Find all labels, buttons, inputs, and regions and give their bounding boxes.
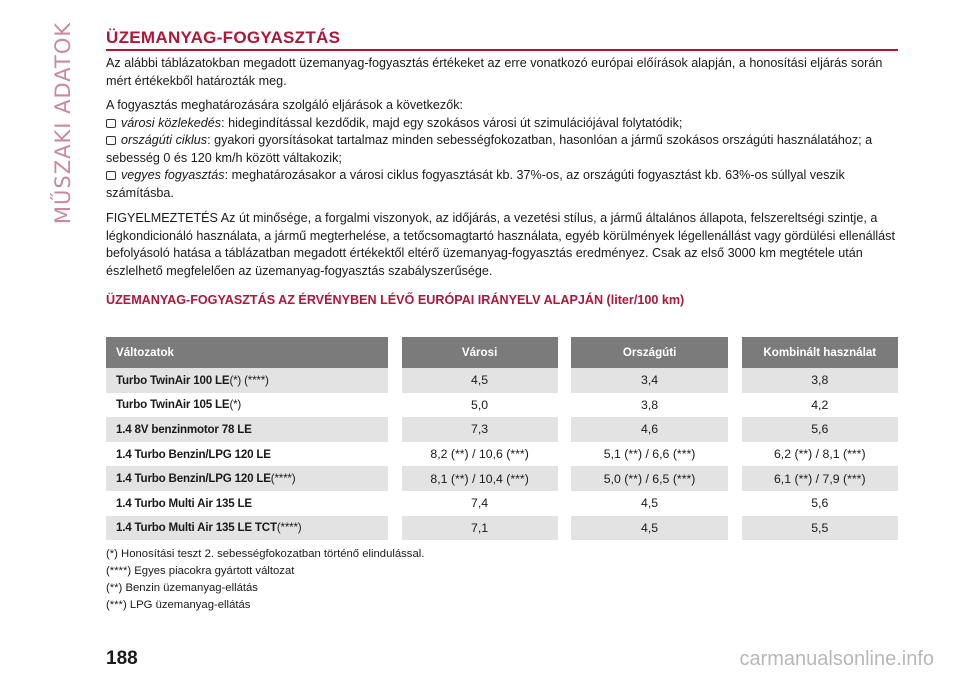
column-gap bbox=[558, 442, 572, 467]
variant-name: 1.4 8V benzinmotor 78 LE bbox=[116, 422, 252, 436]
bullet-term: vegyes fogyasztás bbox=[121, 168, 225, 182]
cell-city: 5,0 bbox=[471, 397, 489, 412]
bullet-item bbox=[106, 167, 898, 202]
table-row bbox=[106, 417, 898, 442]
column-gap bbox=[388, 393, 402, 418]
page-content bbox=[106, 28, 898, 307]
warning-paragraph: FIGYELMEZTETÉS Az út minősége, a forgalmi viszonyok, az időjárás, a vezetési stílus, a jármű általános állapota, felszereltségi szintje, a légkondicionáló használata, a jármű megterhelése, a tetőcsomagtartó használata, egyéb körülmények légellenállást vagy gördülési ellenállást befolyásoló hatása a táblázatban megadott értékektől eltérő üzemanyag-fogyasztás eredményez. Csak az első 3000 km megtétele után észlelhető megfelelően az üzemanyag-fogyasztás szabályszerűsége. bbox=[106, 211, 895, 278]
cell-combined: 5,6 bbox=[742, 417, 898, 442]
bullet-text: : gyakori gyorsításokat tartalmaz minden sebességfokozatban, hasonlóan a jármű szokásos országúti használatához; a sebesség 0 és 120 km/h között váltakozik; bbox=[106, 133, 873, 165]
bullet-term: országúti ciklus bbox=[121, 133, 208, 147]
column-gap bbox=[388, 491, 402, 516]
column-gap bbox=[558, 516, 572, 541]
column-gap bbox=[388, 337, 402, 368]
variant-name: 1.4 Turbo Multi Air 135 LE bbox=[116, 496, 252, 510]
column-header-highway: Országúti bbox=[571, 337, 727, 368]
bullet-item bbox=[106, 115, 898, 133]
cell-variant bbox=[106, 466, 388, 491]
variant-note: (*) bbox=[229, 398, 242, 412]
footnote: (***) LPG üzemanyag-ellátás bbox=[106, 599, 251, 611]
watermark: carmanualsonline.info bbox=[739, 648, 934, 670]
cell-combined: 5,5 bbox=[742, 516, 898, 541]
column-header-combined: Kombinált használat bbox=[742, 337, 898, 368]
column-gap bbox=[728, 337, 742, 368]
section-side-tab bbox=[48, 21, 78, 225]
cell-variant bbox=[106, 393, 388, 418]
page-heading: ÜZEMANYAG-FOGYASZTÁS bbox=[106, 28, 898, 51]
column-gap bbox=[728, 491, 742, 516]
variant-note: (*) (****) bbox=[229, 373, 269, 387]
column-gap bbox=[558, 417, 572, 442]
variant-note: (****) bbox=[276, 521, 302, 535]
checkbox-bullet-icon bbox=[106, 136, 116, 145]
cell-highway: 4,5 bbox=[571, 516, 727, 541]
procedures-intro: A fogyasztás meghatározására szolgáló eljárások a következők: bbox=[106, 98, 464, 112]
cell-city: 4,5 bbox=[402, 368, 558, 393]
cell-combined: 6,2 (**) / 8,1 (***) bbox=[773, 447, 866, 462]
table-row bbox=[106, 442, 898, 467]
cell-variant bbox=[106, 516, 388, 541]
footnote: (**) Benzin üzemanyag-ellátás bbox=[106, 582, 258, 594]
footnote: (****) Egyes piacokra gyártott változat bbox=[106, 565, 295, 577]
cell-combined: 6,1 (**) / 7,9 (***) bbox=[742, 466, 898, 491]
table-row bbox=[106, 393, 898, 418]
column-gap bbox=[728, 466, 742, 491]
column-gap bbox=[558, 466, 572, 491]
cell-city: 8,2 (**) / 10,6 (***) bbox=[430, 447, 529, 462]
column-gap bbox=[388, 442, 402, 467]
variant-name: Turbo TwinAir 100 LE bbox=[116, 373, 230, 387]
checkbox-bullet-icon bbox=[106, 171, 116, 180]
consumption-table bbox=[106, 337, 898, 540]
cell-combined: 5,6 bbox=[811, 496, 829, 511]
table-row bbox=[106, 516, 898, 541]
column-gap bbox=[388, 466, 402, 491]
column-gap bbox=[728, 393, 742, 418]
column-gap bbox=[558, 368, 572, 393]
column-header-variant: Változatok bbox=[106, 337, 388, 368]
cell-city: 7,3 bbox=[402, 417, 558, 442]
footnote: (*) Honosítási teszt 2. sebességfokozatban történő elindulással. bbox=[106, 548, 425, 560]
cell-combined: 3,8 bbox=[742, 368, 898, 393]
page-number: 188 bbox=[106, 648, 138, 669]
cell-variant bbox=[106, 491, 388, 516]
cell-highway: 4,6 bbox=[571, 417, 727, 442]
bullet-term: városi közlekedés bbox=[121, 115, 222, 130]
cell-highway: 5,0 (**) / 6,5 (***) bbox=[571, 466, 727, 491]
cell-variant bbox=[106, 368, 388, 393]
column-gap bbox=[728, 368, 742, 393]
cell-city: 8,1 (**) / 10,4 (***) bbox=[402, 466, 558, 491]
table-row bbox=[106, 368, 898, 393]
variant-note: (****) bbox=[270, 472, 296, 486]
cell-highway: 3,8 bbox=[641, 397, 659, 412]
section-side-tab-label: MŰSZAKI ADATOK bbox=[51, 21, 75, 225]
cell-variant bbox=[106, 417, 388, 442]
intro-paragraph: Az alábbi táblázatokban megadott üzemanyag-fogyasztás értékeket az erre vonatkozó európai előírások alapján, a honosítási eljárás során mért értékekből határozták meg. bbox=[106, 56, 883, 88]
cell-city: 7,1 bbox=[402, 516, 558, 541]
footnotes bbox=[106, 546, 424, 614]
table-row bbox=[106, 491, 898, 516]
cell-variant bbox=[106, 442, 388, 467]
column-gap bbox=[728, 516, 742, 541]
cell-highway: 4,5 bbox=[641, 496, 659, 511]
column-gap bbox=[558, 491, 572, 516]
table-title: ÜZEMANYAG-FOGYASZTÁS AZ ÉRVÉNYBEN LÉVŐ EURÓPAI IRÁNYELV ALAPJÁN (liter/100 km) bbox=[106, 293, 685, 307]
column-gap bbox=[728, 442, 742, 467]
table-row bbox=[106, 466, 898, 491]
column-gap bbox=[558, 393, 572, 418]
cell-highway: 5,1 (**) / 6,6 (***) bbox=[603, 447, 696, 462]
variant-name: Turbo TwinAir 105 LE bbox=[116, 398, 230, 412]
variant-name: 1.4 Turbo Benzin/LPG 120 LE bbox=[116, 472, 271, 486]
bullet-text: : meghatározásakor a városi ciklus fogyasztását kb. 37%-os, az országúti fogyasztást kb. 63%-os súllyal veszik számításba. bbox=[106, 168, 845, 200]
column-gap bbox=[728, 417, 742, 442]
bullet-item bbox=[106, 132, 898, 167]
column-header-city: Városi bbox=[402, 337, 558, 368]
column-gap bbox=[388, 417, 402, 442]
table-header-row bbox=[106, 337, 898, 368]
checkbox-bullet-icon bbox=[106, 119, 116, 128]
cell-combined: 4,2 bbox=[811, 397, 829, 412]
cell-city: 7,4 bbox=[471, 496, 489, 511]
column-gap bbox=[388, 368, 402, 393]
column-gap bbox=[558, 337, 572, 368]
variant-name: 1.4 Turbo Benzin/LPG 120 LE bbox=[116, 447, 271, 461]
cell-highway: 3,4 bbox=[571, 368, 727, 393]
bullet-text: : hidegindítással kezdődik, majd egy szokásos városi út szimulációjával folytatódik; bbox=[221, 115, 683, 130]
variant-name: 1.4 Turbo Multi Air 135 LE TCT bbox=[116, 521, 277, 535]
column-gap bbox=[388, 516, 402, 541]
